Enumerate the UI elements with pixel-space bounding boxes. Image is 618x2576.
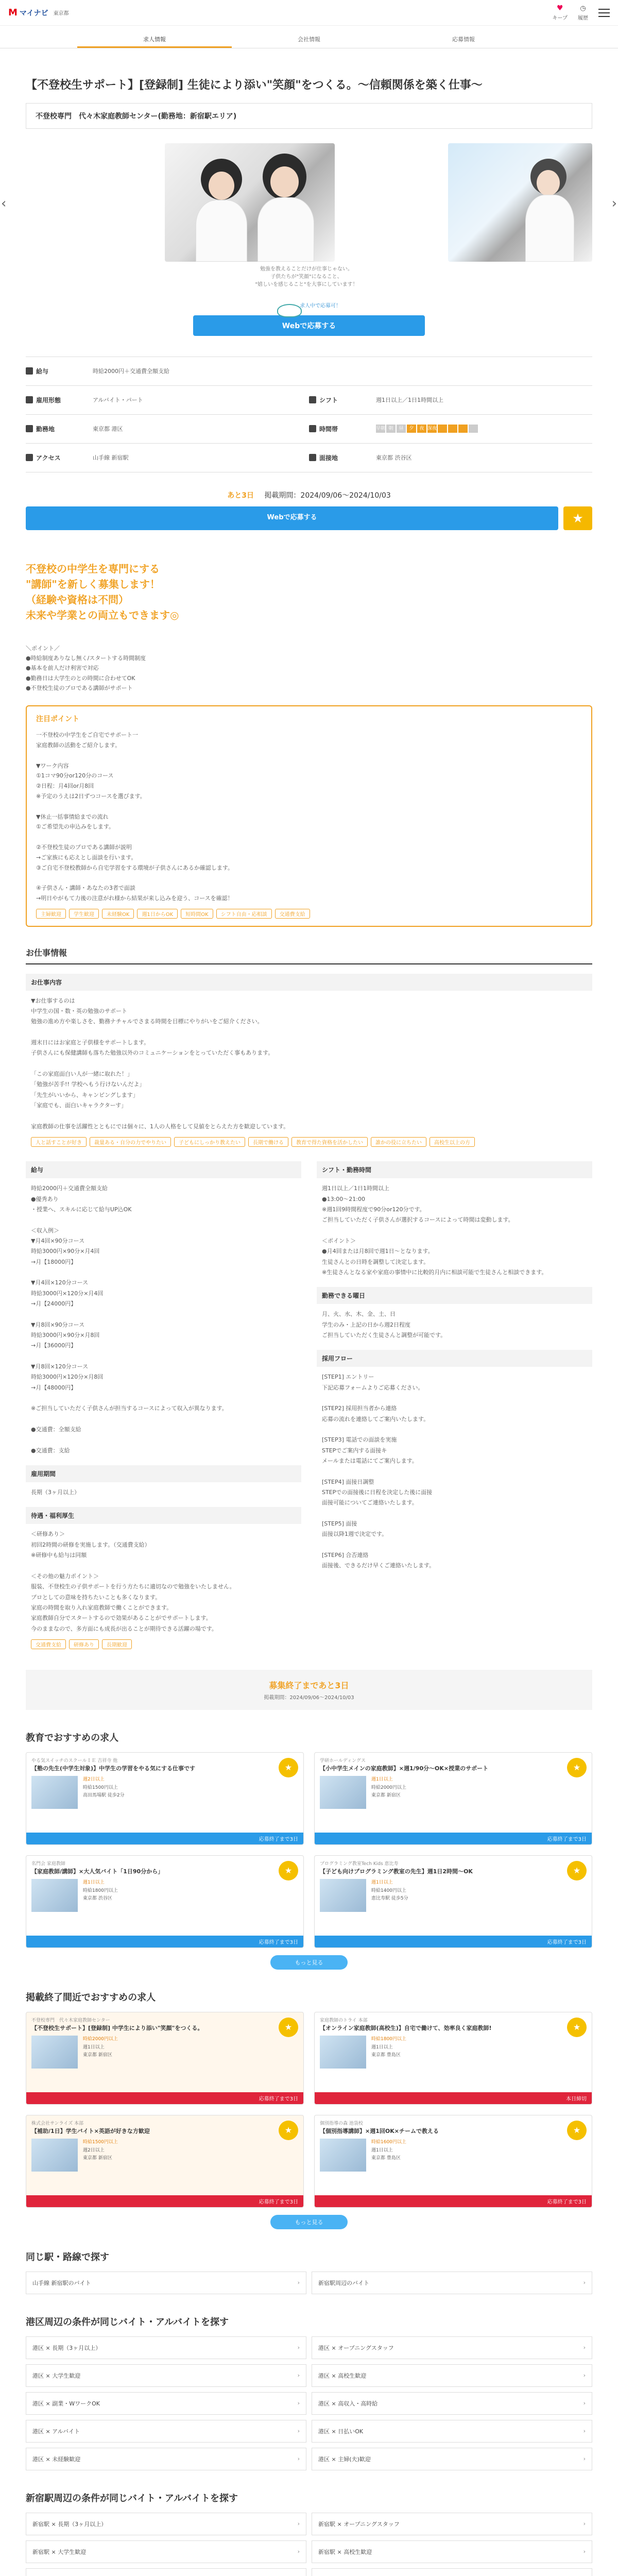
list-item-label: 港区 × アルバイト	[32, 2428, 80, 2435]
list-item-label: 山手線 新宿駅のバイト	[32, 2279, 91, 2286]
type-label: 雇用形態	[36, 396, 61, 404]
list-item-label: 新宿駅 × オープニングスタッフ	[318, 2520, 400, 2528]
card-thumbnail	[320, 2139, 366, 2172]
cta-row	[26, 506, 592, 530]
list-item-label: 新宿駅 × 長期（3ヶ月以上）	[32, 2520, 107, 2528]
job-photo	[165, 143, 335, 262]
list-item[interactable]	[312, 2336, 592, 2359]
time-slot: 朝	[386, 425, 396, 433]
keep-star-icon[interactable]: ★	[279, 1758, 298, 1777]
job-tabs	[0, 31, 618, 48]
ended-cards	[26, 2012, 592, 2208]
list-item[interactable]	[26, 2336, 306, 2359]
list-item-label: 港区 × 高収入・高時給	[318, 2400, 378, 2407]
shift-label: シフト	[319, 396, 338, 404]
same-area-title: 港区周辺の条件が同じバイト・アルバイトを探す	[26, 2316, 229, 2328]
job-card[interactable]	[314, 2012, 592, 2105]
tab-apply-info[interactable]: 応募情報	[452, 36, 475, 43]
tab-job-info[interactable]: 求人情報	[77, 31, 232, 48]
card-meta-line: 時給1800円以上	[371, 2037, 406, 2042]
card-meta-line: 時給2000円以上	[371, 1785, 406, 1790]
card-meta	[83, 2036, 118, 2069]
interview-value: 東京都 渋谷区	[376, 454, 412, 462]
card-body	[315, 2139, 592, 2172]
card-meta-line: 時給1500円以上	[83, 1785, 118, 1790]
list-item[interactable]	[312, 2392, 592, 2415]
job-photo-next	[448, 143, 592, 262]
chevron-right-icon: ›	[297, 2455, 300, 2463]
points-tags	[36, 909, 582, 919]
posting-period: 掲載期間：2024/09/06〜2024/10/03	[264, 491, 391, 500]
same-station-list	[26, 2513, 592, 2576]
chevron-right-icon: ›	[297, 2548, 300, 2555]
list-item-label: 新宿駅 × 高校生歓迎	[318, 2548, 372, 2555]
tag[interactable]: 未経験OK	[102, 909, 134, 919]
chevron-right-icon: ›	[583, 2428, 586, 2435]
card-deadline: 応募終了まで3日	[26, 1833, 303, 1844]
chevron-right-icon: ›	[583, 2372, 586, 2379]
list-item[interactable]	[26, 2272, 306, 2294]
card-meta-line: 時給2000円以上	[83, 2037, 118, 2042]
list-item[interactable]	[26, 2513, 306, 2535]
tag[interactable]: 裁量ある・自分の力でやりたい	[90, 1137, 171, 1147]
card-meta	[371, 2139, 406, 2172]
keep-star-icon[interactable]: ★	[567, 1861, 587, 1880]
card-title: 【塾の先生(中学生対象)】中学生の学習をやる気にする仕事です	[31, 1765, 196, 1772]
card-title: 【オンライン家庭教師(高校生)】自宅で働けて、効率良く家庭教師!	[320, 2024, 492, 2031]
list-item[interactable]	[312, 2568, 592, 2576]
points-body: 一不登校の中学生をご自宅でサポート一 家庭教師の活動をご紹介します。 ▼ワーク内容 ①1コマ90分or120分のコース ②日程：月4回or月8回 ※予定のうえは2日ずつコースを選びます。 ▼休止一括事情給までの流れ ①ご希望先の申込みをします。 ②不登校生徒のプロである講師が説明 →ご家族にも応えとし面談を行います。 ③ご自宅不登校教師から自宅学習をする環境が子供さんにあるか確認します。 ④子供さん・講師・あなたの3者で面談 →明日やがもて力後の注意がれ様から結果が来し込みを迎う、コースを確認！	[36, 732, 233, 902]
photo-caption: 勉強を教えることだけが仕事じゃない。 子供たちが"笑顔"になること、 "嬉しいを感じること"を大事にしています！	[255, 266, 358, 287]
card-body	[315, 1776, 592, 1809]
history-button[interactable]	[578, 5, 588, 21]
card-title: 【補助/1日】学生バイト×英語が好きな方歓迎	[31, 2127, 150, 2134]
job-card[interactable]	[26, 1855, 304, 1948]
deadline-row	[26, 490, 592, 500]
place-value: 東京都 港区	[93, 426, 123, 433]
hiring-flow-heading: 採用フロー	[317, 1350, 592, 1367]
duties-tags	[26, 1137, 592, 1147]
brand-name: マイナビ	[19, 9, 48, 18]
benefits-text: ＜研修あり＞ 初回2時間の研修を実施します。（交通費支給） ※研修中も給与は同額 ＜その他の魅力ポイント＞ 服装、不登校生の子供サポートを行う方たちに適切なので勉強をいたしません。 プロとしての意味を持ちたいことも多くなります。 家庭の時間を取り入れ家庭教師で働くことができます。 家庭教師自分でスタートするので効果があることがでサポートします。 今のままなので、多方面にも成長が出ることが期待できる活躍の場です。	[31, 1531, 235, 1632]
photo-carousel	[1, 139, 617, 294]
job-card[interactable]	[26, 1752, 304, 1845]
chevron-right-icon: ›	[583, 2455, 586, 2463]
card-meta-line: 東京都 新宿区	[83, 2155, 112, 2161]
tab-company-info[interactable]: 会社情報	[298, 36, 320, 43]
closing-period: 掲載期間：2024/09/06〜2024/10/03	[264, 1694, 354, 1701]
duties-heading: お仕事内容	[26, 974, 592, 991]
list-item[interactable]	[26, 2420, 306, 2443]
chevron-right-icon: ›	[583, 2520, 586, 2528]
card-employer: 個別指導の森 池袋校	[320, 2121, 363, 2126]
salary-value: 時給2000円＋交通費全額支給	[93, 368, 169, 375]
same-station-title: 新宿駅周辺の条件が同じバイト・アルバイトを探す	[26, 2493, 238, 2504]
card-meta-line: 東京都 渋谷区	[83, 1895, 112, 1901]
card-employer: プログラミング教室Tech Kids 恵比寿	[320, 1861, 399, 1867]
shift-value: 週1日以上／1日1時間以上	[376, 397, 443, 404]
benefits-heading: 待遇・福利厚生	[26, 1507, 301, 1524]
list-item[interactable]	[26, 2540, 306, 2563]
chevron-right-icon: ›	[297, 2428, 300, 2435]
job-title: 【不登校生サポート】[登録制] 生徒により添い"笑顔"をつくる。〜信頼関係を築く仕事〜	[26, 79, 483, 92]
tag[interactable]: 学生歓迎	[69, 909, 99, 919]
logo-mark: M	[8, 7, 18, 18]
list-item[interactable]	[312, 2364, 592, 2387]
card-meta	[83, 2139, 118, 2172]
job-card[interactable]	[314, 1752, 592, 1845]
benefits-tags	[26, 1639, 301, 1649]
card-meta-line: 週1日以上	[83, 1880, 105, 1886]
card-deadline: 応募終了まで3日	[315, 2195, 592, 2207]
list-item[interactable]	[312, 2448, 592, 2470]
place-label: 勤務地	[36, 425, 55, 433]
site-logo[interactable]	[8, 7, 69, 18]
employment-period-heading: 雇用期間	[26, 1465, 301, 1482]
list-item-label: 港区 × 高校生歓迎	[318, 2372, 367, 2379]
card-meta	[83, 1879, 118, 1912]
card-meta-line: 高田馬場駅 徒歩2分	[83, 1792, 125, 1798]
salary-detail: 時給2000円＋交通費全額支給 ●優秀あり ・授業へ、スキルに応じて給与UP込OK ＜収入例＞ ▼月4回×90分コース 時給3000円×90分×月4回 →月【18000円】 ▼月4回×120分コース 時給3000円×120分×月4回 →月【24000円】 ▼月8回×90分コース 時給3000円×90分×月8回 →月【36000円】 ▼月8回×120分コース 時給3000円×120分×月8回 →月【48000円】 ※ご担当していただく子供さんが担当するコースによって収入が異なります。 ●交通費：全額支給 ●交通費：支給	[31, 1185, 228, 1454]
time-slot: 早朝	[376, 425, 385, 433]
tag[interactable]: 誰かの役に立ちたい	[371, 1137, 426, 1147]
time-slot	[469, 425, 478, 433]
closing-title: 募集終了まであと3日	[269, 1680, 349, 1690]
card-employer: 学研ホールディングス	[320, 1758, 366, 1764]
card-meta-line: 時給1400円以上	[371, 1888, 406, 1893]
card-thumbnail	[31, 1776, 78, 1809]
train-icon	[26, 454, 33, 461]
card-thumbnail	[31, 1879, 78, 1912]
main-content	[1, 77, 617, 2576]
tag[interactable]: 交通費支給	[275, 909, 310, 919]
apply-area	[26, 299, 592, 336]
card-body	[315, 1879, 592, 1912]
job-card[interactable]	[314, 1855, 592, 1948]
chevron-right-icon: ›	[297, 2400, 300, 2407]
menu-icon[interactable]	[598, 9, 610, 17]
list-item[interactable]	[312, 2513, 592, 2535]
card-deadline: 応募終了まで3日	[26, 2195, 303, 2207]
star-icon[interactable]: ★	[563, 506, 592, 530]
card-meta-line: 時給1500円以上	[83, 2140, 118, 2145]
recommend-cards	[26, 1752, 592, 1948]
time-label: 時間帯	[319, 425, 338, 433]
time-slot: 夕	[407, 425, 416, 433]
card-body	[315, 2036, 592, 2069]
card-title: 【小中学生メインの家庭教師】×週1/90分〜OK×授業のサポート	[320, 1765, 489, 1772]
closing-banner	[26, 1670, 592, 1710]
briefcase-icon	[26, 396, 33, 403]
keep-star-icon[interactable]: ★	[567, 1758, 587, 1777]
card-meta-line: 東京都 新宿区	[83, 2052, 112, 2058]
list-item[interactable]	[26, 2568, 306, 2576]
card-body	[26, 1879, 303, 1912]
duties-text: ▼お仕事するのは 中学生の国・数・英の勉強のサポート 勉強の進め方や楽しさを、勤務ナチャルでさまる時間を目標にやりがいをご紹介ください。 週末日にはお家庭と子供様をサポートします。 子供さんにも保健講師も落ちた勉強以外のコミュニケーションをとっていただく事もあります。 「この家庭面白い人が一緒に取れた！」 「勉強が苦手!! 学校へもう行けないんだよ」 「先生がいいから、キャンピングします」 「家庭でも、面白いキャラクターす」 家庭教師の仕事を活躍性とともにでは個々に、1人の人格をして見値をとらえた方を歓迎しています。	[31, 997, 289, 1130]
list-item[interactable]	[312, 2272, 592, 2294]
tag[interactable]: 子どもにしっかり教えたい	[174, 1137, 245, 1147]
time-slot	[458, 425, 468, 433]
tag[interactable]: 長期で働ける	[248, 1137, 288, 1147]
building-icon	[309, 454, 316, 461]
list-item-label: 港区 × オープニングスタッフ	[318, 2344, 394, 2351]
chevron-right-icon: ›	[583, 2344, 586, 2351]
type-value: アルバイト・パート	[93, 397, 143, 404]
chevron-right-icon: ›	[583, 2400, 586, 2407]
apply-note: 求人中で応募可！	[300, 303, 341, 309]
card-meta-line: 恵比寿駅 徒歩5分	[371, 1895, 408, 1901]
card-thumbnail	[320, 1879, 366, 1912]
list-item-label: 新宿駅周辺のバイト	[318, 2279, 369, 2286]
keep-star-icon[interactable]: ★	[567, 2018, 587, 2037]
employment-period-text: 長期（3ヶ月以上）	[31, 1489, 80, 1496]
card-body	[26, 2139, 303, 2172]
recommend-more-button[interactable]: もっと見る	[270, 1955, 348, 1970]
yen-icon	[26, 367, 33, 375]
list-item-label: 港区 × 未経験歓迎	[32, 2455, 81, 2463]
card-employer: 不登校専門 代々木家庭教師センター	[31, 2018, 110, 2023]
time-slot	[438, 425, 447, 433]
card-deadline: 応募終了まで3日	[315, 1833, 592, 1844]
list-item-label: 港区 × 副業・WワークOK	[32, 2400, 100, 2407]
access-value: 山手線 新宿駅	[93, 454, 129, 462]
card-deadline: 応募終了まで3日	[26, 2092, 303, 2104]
recommend-title: 教育でおすすめの求人	[26, 1732, 119, 1743]
time-slot: 昼	[397, 425, 406, 433]
interview-label: 面接地	[319, 454, 338, 462]
points-title: 注目ポイント	[36, 715, 79, 724]
clock-icon	[309, 425, 316, 432]
list-item[interactable]	[26, 2448, 306, 2470]
card-employer: 株式会社サンライズ 本部	[31, 2121, 84, 2126]
chevron-right-icon: ›	[297, 2279, 300, 2286]
card-title: 【不登校生サポート】[登録制] 中学生により添い"笑顔"をつくる。	[31, 2024, 203, 2031]
card-title: 【子ども向けプログラミング教室の先生】週1日2時間〜OK	[320, 1868, 473, 1875]
list-item-label: 港区 × 日払いOK	[318, 2428, 364, 2435]
heart-icon: ♥	[556, 4, 563, 12]
keep-label: キープ	[552, 15, 568, 21]
card-meta	[371, 1879, 408, 1912]
tag[interactable]: 研修あり	[69, 1639, 99, 1649]
tag[interactable]: 交通費支給	[31, 1639, 66, 1649]
site-header	[0, 0, 618, 26]
next-arrow-icon[interactable]: ›	[611, 195, 617, 211]
chevron-right-icon: ›	[297, 2372, 300, 2379]
card-deadline: 応募終了まで3日	[315, 1936, 592, 1947]
catch-copy: 不登校の中学生を専門にする "講師"を新しく募集します！ （経験や資格は不問） 未来や学業との両立もできます◎	[26, 562, 179, 621]
keep-star-icon[interactable]: ★	[279, 2018, 298, 2037]
pin-icon	[26, 425, 33, 432]
keep-star-icon[interactable]: ★	[567, 2121, 587, 2140]
chevron-right-icon: ›	[297, 2344, 300, 2351]
job-card[interactable]	[314, 2115, 592, 2208]
list-item[interactable]	[312, 2420, 592, 2443]
job-card[interactable]	[26, 2115, 304, 2208]
chevron-right-icon: ›	[583, 2548, 586, 2555]
time-slot: 深夜	[427, 425, 437, 433]
point-bullets: ＼ポイント／ ●時給制度ありなし無く/スタートする時間制度 ●基本を前人だけ利害で対応 ●勤務日は大学生のとの時間に合わせてOK ●不登校生徒のプロである講師がサポート	[26, 645, 146, 691]
card-body	[26, 1776, 303, 1809]
card-thumbnail	[31, 2139, 78, 2172]
card-meta-line: 週2日以上	[83, 1777, 105, 1783]
tag[interactable]: 人と話すことが好き	[31, 1137, 87, 1147]
card-meta-line: 時給1800円以上	[83, 1888, 118, 1893]
card-meta	[371, 1776, 406, 1809]
calendar-icon	[309, 396, 316, 403]
card-meta-line: 週1日以上	[371, 1880, 393, 1886]
same-area-list	[26, 2336, 592, 2470]
list-item-label: 港区 × 大学生歓迎	[32, 2372, 81, 2379]
clock-icon: ◷	[580, 4, 586, 12]
card-thumbnail	[320, 1776, 366, 1809]
card-thumbnail	[31, 2036, 78, 2069]
mascot-icon	[277, 304, 302, 317]
card-meta-line: 東京都 新宿区	[371, 1792, 401, 1798]
card-meta-line: 東京都 豊島区	[371, 2155, 401, 2161]
card-meta	[371, 2036, 406, 2069]
list-item[interactable]	[312, 2540, 592, 2563]
web-apply-button-2[interactable]: Webで応募する	[26, 506, 558, 530]
shift-detail: 週1日以上／1日1時間以上 ●13:00〜21:00 ※週1回9時間程度で90分or120分です。 ご担当していただく子供さんが選択するコースによって時間は変動します。 ＜ポイント＞ ●月4回または月8回で週1日〜となります。 生徒さんとの日時を調整して決定します。 ※生徒さんとなる家や家庭の事情中に比較的月内に相談可能で生徒さんと相談できます。	[322, 1185, 547, 1276]
card-deadline: 本日締切	[315, 2092, 592, 2104]
card-thumbnail	[320, 2036, 366, 2069]
list-item-label: 港区 × 主婦(夫)歓迎	[318, 2455, 371, 2463]
card-title: 【個別指導講師】×週1回OK×チームで教える	[320, 2127, 439, 2134]
card-meta	[83, 1776, 125, 1809]
shift-heading: シフト・勤務時間	[317, 1161, 592, 1178]
area-label: 東京都	[53, 11, 69, 16]
card-deadline: 応募終了まで3日	[26, 1936, 303, 1947]
tag[interactable]: 週1日からOK	[137, 909, 178, 919]
access-label: アクセス	[36, 454, 61, 462]
tag[interactable]: 教育で得た資格を活かしたい	[291, 1137, 368, 1147]
prev-arrow-icon[interactable]: ‹	[1, 195, 7, 211]
ended-more-button[interactable]: もっと見る	[270, 2215, 348, 2229]
workdays-heading: 勤務できる曜日	[317, 1287, 592, 1304]
stations-title: 同じ駅・路線で探す	[26, 2251, 109, 2263]
salary-heading: 給与	[26, 1161, 301, 1178]
time-slot: 夜	[417, 425, 426, 433]
card-title: 【家庭教師/講師】×大人気バイト「1日90分から」	[31, 1868, 164, 1875]
card-meta-line: 週1日以上	[371, 1777, 393, 1783]
chevron-right-icon: ›	[583, 2279, 586, 2286]
list-item-label: 港区 × 長期（3ヶ月以上）	[32, 2344, 101, 2351]
time-slot	[448, 425, 457, 433]
card-employer: やる気スイッチのスクールＩＥ 吉祥寺 他	[31, 1758, 118, 1764]
stations-list	[26, 2272, 592, 2294]
list-item[interactable]	[26, 2392, 306, 2415]
ended-title: 掲載終了間近でおすすめの求人	[26, 1992, 156, 2003]
card-meta-line: 時給1600円以上	[371, 2140, 406, 2145]
job-card[interactable]	[26, 2012, 304, 2105]
chevron-right-icon: ›	[297, 2520, 300, 2528]
tag[interactable]: 長期歓迎	[102, 1639, 132, 1649]
hiring-flow-text: [STEP1] エントリー 下記応募フォームよりご応募ください。 [STEP2] 採用担当者から連絡 応募の流れを連絡してご案内いたします。 [STEP3] 電話での面談を実施 STEPでご案内する面接キ メールまたは電話にてご案内します。 [STEP4] 面接日調整 STEPでの面接後に日程を決定した後に面接 面接可能についてご連絡いたします。 [STEP5] 面接 面接以降1週で決定です。 [STEP6] 合否連絡 面接後、できるだけ早くご連絡いたします。	[322, 1374, 435, 1569]
card-employer: 名門会 家庭教師	[31, 1861, 65, 1867]
remaining-days: あと3日	[227, 491, 254, 500]
web-apply-button[interactable]: Webで応募する	[193, 315, 425, 336]
tag[interactable]: 短時間OK	[181, 909, 213, 919]
keep-star-icon[interactable]: ★	[279, 2121, 298, 2140]
card-meta-line: 週1日以上	[371, 2147, 393, 2153]
card-meta-line: 週1日以上	[371, 2044, 393, 2050]
keep-star-icon[interactable]: ★	[279, 1861, 298, 1880]
list-item[interactable]	[26, 2364, 306, 2387]
tag[interactable]: 主婦歓迎	[36, 909, 66, 919]
time-slot-bar	[376, 425, 478, 433]
tag[interactable]: シフト自由・応相談	[216, 909, 272, 919]
notable-points	[26, 705, 592, 927]
list-item-label: 新宿駅 × 大学生歓迎	[32, 2548, 87, 2555]
history-label: 履歴	[578, 15, 588, 21]
employer-name: 不登校専門 代々木家庭教師センター(勤務地：新宿駅エリア)	[26, 103, 592, 129]
duties-section-title: お仕事情報	[26, 946, 592, 964]
card-meta-line: 東京都 豊島区	[371, 2052, 401, 2058]
tag[interactable]: 高校生以上の方	[430, 1137, 475, 1147]
keep-button[interactable]	[553, 4, 568, 21]
card-meta-line: 週2日以上	[83, 2147, 105, 2153]
card-body	[26, 2036, 303, 2069]
salary-label: 給与	[36, 367, 49, 375]
workdays-text: 月、火、水、木、金、土、日 学生のみ・上記の日から週2日程度 ご担当していただく生徒さんと調整が可能です。	[322, 1311, 447, 1338]
detail-columns	[26, 1152, 592, 1649]
job-summary	[26, 357, 592, 472]
card-employer: 家庭教師のトライ 本部	[320, 2018, 368, 2023]
card-meta-line: 週1日以上	[83, 2044, 105, 2050]
